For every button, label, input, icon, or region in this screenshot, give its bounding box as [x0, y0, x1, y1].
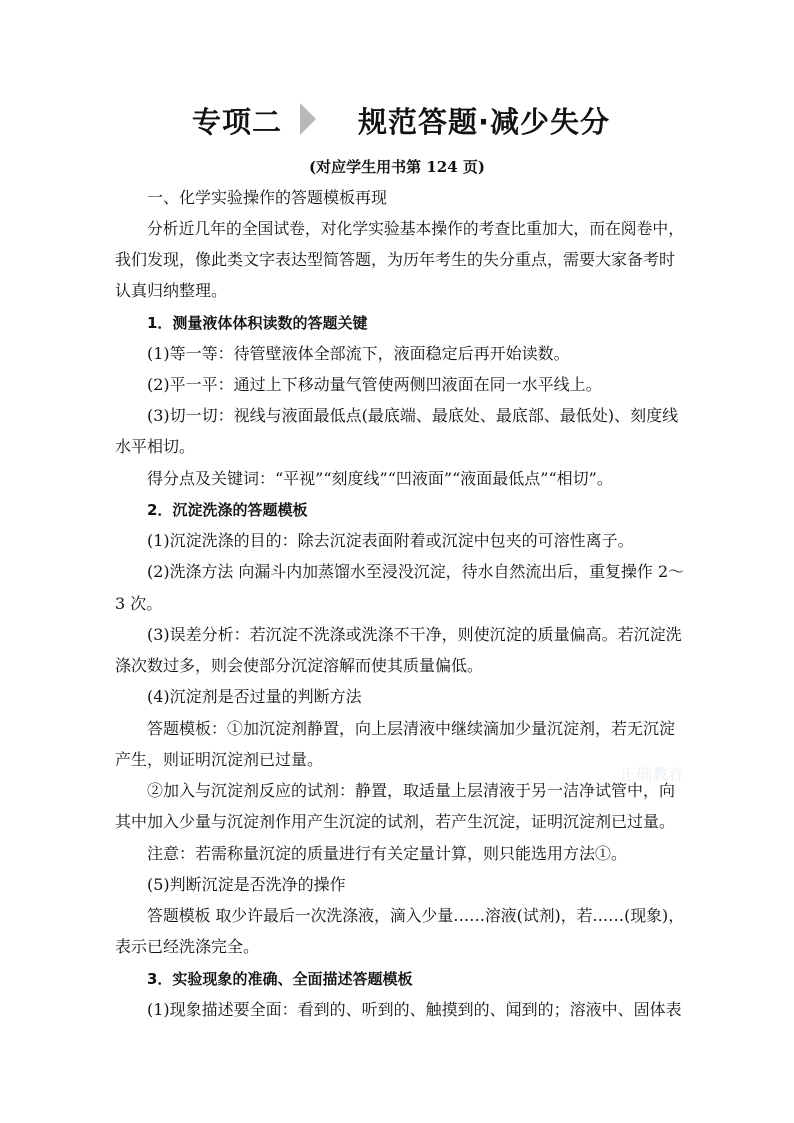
paragraph-line: (2)洗涤方法 向漏斗内加蒸馏水至浸没沉淀，待水自然流出后，重复操作 2～ [147, 562, 685, 581]
paragraph-line: ②加入与沉淀剂反应的试剂：静置，取适量上层清液于另一洁净试管中，向 [147, 781, 676, 800]
paragraph-line: 分析近几年的全国试卷，对化学实验基本操作的考查比重加大，而在阅卷中， [147, 219, 684, 238]
paragraph-line: (1)现象描述要全面：看到的、听到的、触摸到的、闻到的；溶液中、固体表 [147, 1000, 682, 1019]
paragraph-line: 答题模板 取少许最后一次洗涤液，滴入少量……溶液(试剂)，若……(现象)， [147, 906, 685, 925]
section-label: 专项二 [192, 105, 283, 139]
paragraph-line: 答题模板：①加沉淀剂静置，向上层清液中继续滴加少量沉淀剂，若无沉淀 [147, 719, 676, 738]
paragraph-line: 表示已经洗涤完全。 [115, 937, 260, 956]
watermark: 正确教育 [620, 765, 685, 784]
paragraph-line: 水平相切。 [115, 437, 196, 456]
paragraph-line: 得分点及关键词：“平视”“刻度线”“凹液面”“液面最低点”“相切”。 [147, 469, 613, 488]
paragraph-line: (1)沉淀洗涤的目的：除去沉淀表面附着或沉淀中包夹的可溶性离子。 [147, 531, 634, 550]
paragraph-line: 3 次。 [115, 594, 163, 613]
subheading-line: 1．测量液体体积读数的答题关键 [147, 314, 368, 332]
paragraph-line: 认真归纳整理。 [115, 281, 228, 300]
subheading-line: 3．实验现象的准确、全面描述答题模板 [147, 970, 413, 988]
title-row [0, 96, 794, 146]
paragraph-line: (5)判断沉淀是否洗净的操作 [147, 875, 346, 894]
paragraph-line: (3)切一切：视线与液面最低点(最底端、最底处、最底部、最低处)、刻度线 [147, 406, 679, 425]
paragraph-line: 我们发现，像此类文字表达型简答题，为历年考生的失分重点，需要大家备考时 [115, 250, 676, 269]
subheading-line: 2．沉淀洗涤的答题模板 [147, 501, 308, 519]
page-reference: (对应学生用书第 124 页) [309, 158, 485, 176]
paragraph-line: (1)等一等：待管壁液体全部流下，液面稳定后再开始读数。 [147, 344, 570, 363]
heading-line: 一、化学实验操作的答题模板再现 [147, 188, 388, 207]
paragraph-line: (3)误差分析：若沉淀不洗涤或洗涤不干净，则使沉淀的质量偏高。若沉淀洗 [147, 625, 682, 644]
paragraph-line: (4)沉淀剂是否过量的判断方法 [147, 687, 362, 706]
paragraph-line: 注意：若需称量沉淀的质量进行有关定量计算，则只能选用方法①。 [147, 844, 628, 863]
paragraph-line: (2)平一平：通过上下移动量气管使两侧凹液面在同一水平线上。 [147, 375, 602, 394]
arrow-icon [298, 101, 318, 137]
paragraph-line: 涤次数过多，则会使部分沉淀溶解而使其质量偏低。 [115, 656, 484, 675]
paragraph-line: 产生，则证明沉淀剂已过量。 [115, 750, 324, 769]
page-title: 规范答题·减少失分 [358, 105, 611, 139]
paragraph-line: 其中加入少量与沉淀剂作用产生沉淀的试剂，若产生沉淀，证明沉淀剂已过量。 [115, 812, 676, 831]
